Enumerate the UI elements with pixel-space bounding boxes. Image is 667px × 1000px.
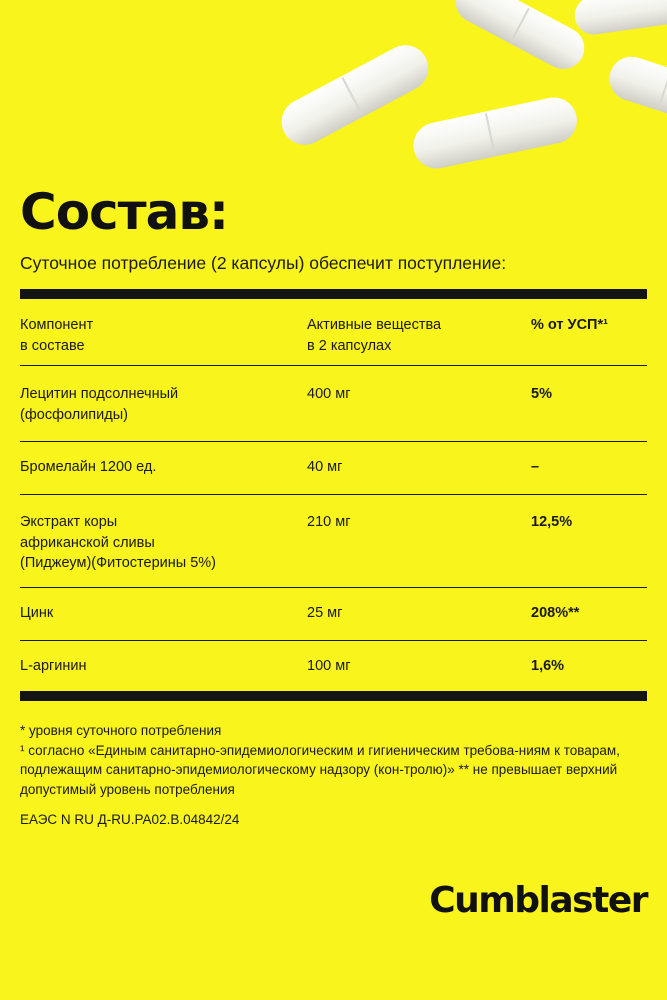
capsule-icon: [274, 37, 437, 153]
row-amount: 40 мг: [307, 459, 343, 475]
footnotes: [20, 721, 647, 799]
capsule-icon: [604, 51, 667, 130]
row-component: Экстракт коры африканской сливы (Пиджеум)(Фитостерины 5%): [20, 514, 216, 571]
row-component: L-аргинин: [20, 658, 87, 674]
header-percent: % от УСП*¹: [531, 317, 608, 333]
footnote-daily: * уровня суточного потребления: [20, 723, 222, 738]
capsule-pills-image: [0, 0, 667, 170]
row-amount: 400 мг: [307, 386, 351, 402]
row-divider: [20, 441, 647, 442]
row-component: Бромелайн 1200 ед.: [20, 459, 157, 475]
row-divider: [20, 365, 647, 366]
capsule-icon: [409, 93, 581, 170]
row-amount: 100 мг: [307, 658, 351, 674]
row-divider: [20, 587, 647, 588]
row-divider: [20, 640, 647, 641]
row-percent: 12,5%: [531, 514, 573, 530]
subtitle: Суточное потребление (2 капсулы) обеспечит поступление:: [20, 253, 507, 273]
row-amount: 210 мг: [307, 514, 351, 530]
header-amount: Активные вещества в 2 капсулах: [307, 317, 442, 354]
capsule-icon: [572, 0, 667, 37]
brand-logo: Cumblaster: [429, 880, 647, 921]
certificate-number: ЕАЭС N RU Д-RU.PA02.B.04842/24: [20, 812, 240, 827]
header-component: Компонент в составе: [20, 317, 94, 354]
footnote-regulation: ¹ согласно «Единым санитарно-эпидемиологическим и гигиеническим требова-ниям к товарам, подлежащим санитарно-эпидемиологическому надзору (кон-тролю)» ** не превышает верхний допустимый уровень потребления: [20, 742, 620, 797]
row-percent: 5%: [531, 386, 552, 402]
row-percent: –: [531, 459, 540, 475]
row-divider: [20, 494, 647, 495]
page-title: Состав:: [20, 183, 229, 241]
row-percent: 208%**: [531, 605, 580, 621]
table-top-rule: [20, 289, 647, 299]
row-component: Лецитин подсолнечный (фосфолипиды): [20, 386, 179, 423]
row-amount: 25 мг: [307, 605, 343, 621]
capsule-icon: [448, 0, 591, 76]
row-component: Цинк: [20, 605, 54, 621]
row-percent: 1,6%: [531, 658, 565, 674]
table-bottom-rule: [20, 691, 647, 701]
